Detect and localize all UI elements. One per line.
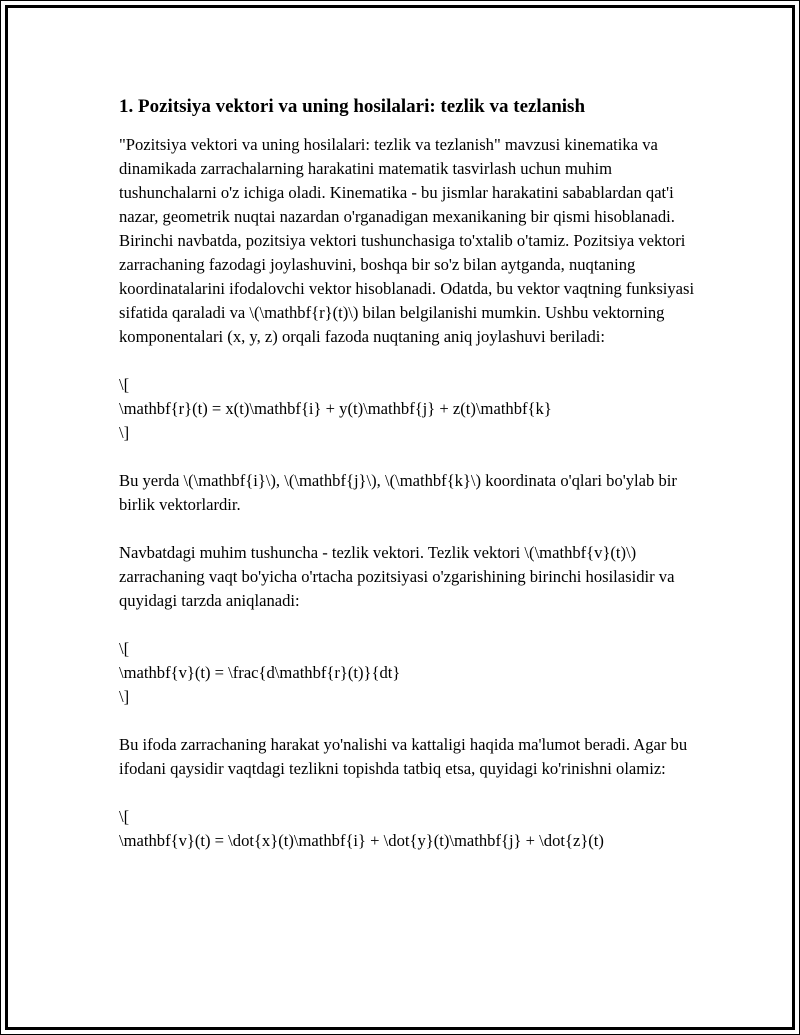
- formula-close: \]: [119, 423, 130, 442]
- formula-velocity-derivative: [119, 637, 699, 709]
- formula-body: \mathbf{v}(t) = \dot{x}(t)\mathbf{i} + \dot{y}(t)\mathbf{j} + \dot{z}(t): [119, 831, 604, 850]
- formula-close: \]: [119, 687, 130, 706]
- document-body: [119, 95, 699, 877]
- paragraph-velocity: Navbatdagi muhim tushuncha - tezlik vektori. Tezlik vektori \(\mathbf{v}(t)\) zarrachaning vaqt bo'yicha o'rtacha pozitsiyasi o'zgarishining birinchi hosilasidir va quyidagi tarzda aniqlanadi:: [119, 543, 675, 610]
- paragraph-intro: "Pozitsiya vektori va uning hosilalari: tezlik va tezlanish" mavzusi kinematika va dinamikada zarrachalarning harakatini matematik tasvirlash uchun muhim tushunchalarni o'z ichiga oladi. Kinematika - bu jismlar harakatini sabablardan qat'i nazar, geometrik nuqtai nazardan o'rganadigan mexanikaning bir qismi hisoblanadi. Birinchi navbatda, pozitsiya vektori tushunchasiga to'xtalib o'tamiz. Pozitsiya vektori zarrachaning fazodagi joylashuvini, boshqa bir so'z bilan aytganda, nuqtaning koordinatalarini ifodalovchi vektor hisoblanadi. Odatda, bu vektor vaqtning funksiyasi sifatida qaraladi va \(\mathbf{r}(t)\) bilan belgilanishi mumkin. Ushbu vektorning komponentalari (x, y, z) orqali fazoda nuqtaning aniq joylashuvi beriladi:: [119, 135, 695, 346]
- formula-open: \[: [119, 639, 130, 658]
- formula-open: \[: [119, 375, 130, 394]
- formula-open: \[: [119, 807, 130, 826]
- formula-velocity-components: [119, 805, 699, 853]
- formula-position-vector: [119, 373, 699, 445]
- formula-body: \mathbf{v}(t) = \frac{d\mathbf{r}(t)}{dt}: [119, 663, 401, 682]
- paragraph-velocity-meaning: Bu ifoda zarrachaning harakat yo'nalishi va kattaligi haqida ma'lumot beradi. Agar bu ifodani qaysidir vaqtdagi tezlikni topishda tatbiq etsa, quyidagi ko'rinishni olamiz:: [119, 735, 688, 778]
- section-heading: 1. Pozitsiya vektori va uning hosilalari: tezlik va tezlanish: [119, 96, 586, 117]
- formula-body: \mathbf{r}(t) = x(t)\mathbf{i} + y(t)\mathbf{j} + z(t)\mathbf{k}: [119, 399, 552, 418]
- paragraph-unit-vectors: Bu yerda \(\mathbf{i}\), \(\mathbf{j}\), \(\mathbf{k}\) koordinata o'qlari bo'ylab bir birlik vektorlardir.: [119, 471, 677, 514]
